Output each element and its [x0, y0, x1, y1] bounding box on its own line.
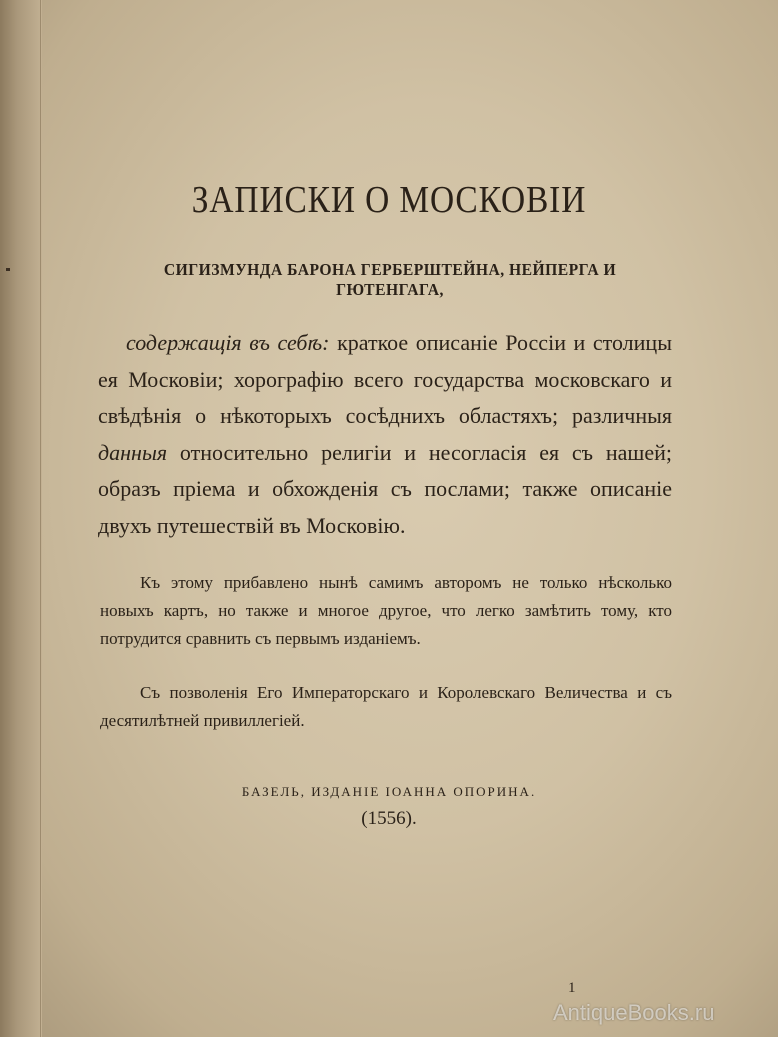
author-subtitle: СИГИЗМУНДА БАРОНА ГЕРБЕРШТЕЙНА, НЕЙПЕРГА И ГЮТЕНГАГА,	[163, 260, 617, 299]
contents-text-a: краткое описаніе Россіи и столицы ея Московіи; хорографію всего государства московскаго и свѣдѣнія о нѣкоторыхъ сосѣднихъ областяхъ; различныя	[98, 330, 672, 428]
page-number: 1	[568, 980, 576, 996]
page-gutter	[0, 0, 42, 1037]
publication-year: (1556).	[361, 808, 417, 829]
contents-paragraph	[98, 325, 672, 544]
additions-paragraph: Къ этому прибавлено нынѣ самимъ авторомъ не только нѣсколько новыхъ картъ, но также и многое другое, что легко замѣтить тому, кто потрудится сравнить съ первымъ изданіемъ.	[100, 573, 672, 648]
contents-lead: содержащія въ себѣ:	[126, 330, 330, 355]
margin-mark	[6, 268, 10, 271]
page-title: ЗАПИСКИ О МОСКОВІИ	[191, 179, 587, 221]
privilege-paragraph: Съ позволенія Его Императорскаго и Королевскаго Величества и съ десятилѣтней привиллегіей.	[100, 683, 672, 730]
gutter-edge	[40, 0, 41, 1037]
contents-italic-word: данныя	[98, 439, 168, 465]
contents-text-b: относительно религіи и несогласія ея съ нашей; образъ пріема и обхожденія съ послами; также описаніе двухъ путешествій въ Московію.	[98, 439, 672, 538]
imprint-line: БАЗЕЛЬ, ИЗДАНІЕ ІОАННА ОПОРИНА.	[241, 784, 537, 799]
watermark: AntiqueBooks.ru	[553, 1000, 715, 1025]
